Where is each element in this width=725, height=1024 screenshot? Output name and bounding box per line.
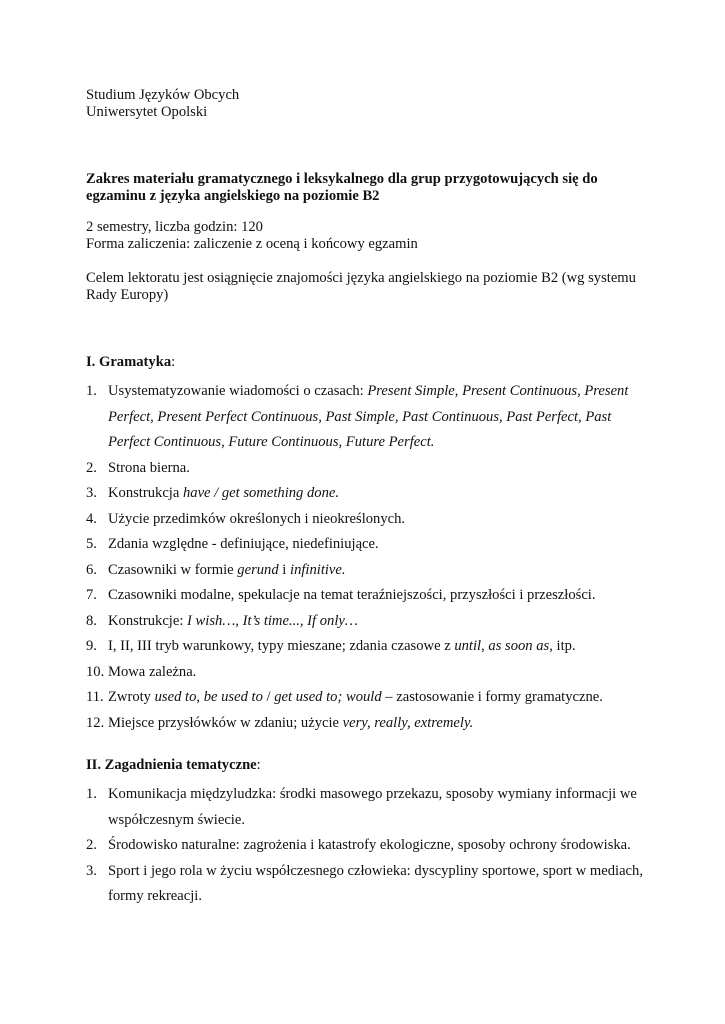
grammar-list [86, 379, 646, 736]
item-number: 12. [86, 714, 105, 731]
item-italic: Present Simple, Present Continuous, Present Perfect, Present Perfect Continuous, Past Simple, Past Continuous, Past Perfect, Past Perfect Continuous, Future Continuous, Future Perfect. [108, 383, 629, 450]
item-text: I, II, III tryb warunkowy, typy mieszane; zdania czasowe z [108, 638, 455, 654]
item-text: Mowa zależna. [108, 663, 197, 680]
item-text: Konstrukcja [108, 485, 183, 501]
topics-list [86, 782, 646, 910]
item-text: Czasowniki modalne, spekulacje na temat teraźniejszości, przyszłości i przeszłości. [108, 587, 596, 603]
item-text: Miejsce przysłówków w zdaniu; użycie [108, 714, 343, 731]
item-text: Komunikacja międzyludzka: środki masowego przekazu, sposoby wymiany informacji we współczesnym świecie. [108, 786, 637, 828]
item-italic: infinitive. [290, 561, 346, 578]
institution-name: Studium Języków Obcych [86, 87, 240, 103]
item-number: 3. [86, 485, 97, 501]
list-item [86, 583, 646, 609]
list-item [86, 833, 646, 859]
item-number: 1. [86, 383, 97, 399]
list-item [86, 456, 646, 482]
item-text: i [278, 561, 291, 578]
course-meta [86, 219, 646, 253]
item-text: – zastosowanie i formy gramatyczne. [381, 689, 603, 705]
grammar-section [86, 354, 646, 736]
item-text: , itp. [549, 638, 576, 654]
item-number: 1. [86, 786, 97, 802]
list-item [86, 379, 646, 456]
item-text: Sport i jego rola w życiu współczesnego człowieka: dyscypliny sportowe, sport w mediach, formy rekreacji. [108, 862, 643, 904]
item-number: 2. [86, 459, 97, 476]
institution-header [86, 87, 646, 121]
item-text: / [262, 689, 275, 705]
item-italic: I wish…, It’s time..., If only… [187, 612, 358, 629]
university-name: Uniwersytet Opolski [86, 104, 208, 120]
list-item [86, 782, 646, 833]
item-italic: as soon as [488, 638, 550, 654]
list-item [86, 634, 646, 660]
item-number: 5. [86, 536, 97, 552]
item-text: Usystematyzowanie wiadomości o czasach: [108, 383, 368, 399]
grammar-heading: I. Gramatyka: [86, 354, 176, 370]
list-item [86, 711, 646, 737]
item-italic: have / get something done. [182, 485, 340, 501]
item-italic: very, really, extremely. [342, 714, 474, 731]
item-italic: until [454, 638, 482, 654]
item-text: Strona bierna. [108, 459, 190, 476]
item-text: , [481, 638, 489, 654]
semesters-hours: 2 semestry, liczba godzin: 120 [86, 219, 263, 235]
item-number: 7. [86, 587, 97, 603]
item-number: 3. [86, 862, 97, 879]
list-item [86, 532, 646, 558]
list-item [86, 859, 646, 910]
item-number: 10. [86, 663, 105, 680]
list-item [86, 507, 646, 533]
item-number: 6. [86, 561, 97, 578]
list-item [86, 685, 646, 711]
topics-section [86, 757, 646, 910]
grammar-heading-text: I. Gramatyka [86, 354, 172, 370]
list-item [86, 660, 646, 686]
list-item [86, 481, 646, 507]
item-italic: used to [154, 689, 197, 705]
course-goal [86, 270, 646, 304]
document-title [86, 171, 646, 205]
item-italic: gerund [237, 561, 279, 578]
item-text: Konstrukcje: [108, 612, 188, 629]
title-text: Zakres materiału gramatycznego i leksykalnego dla grup przygotowujących się do egzaminu z języka angielskiego na poziomie B2 [86, 171, 598, 204]
list-item [86, 609, 646, 635]
item-text: Zdania względne - definiujące, niedefiniujące. [108, 536, 379, 552]
item-number: 11. [86, 689, 104, 705]
topics-heading: II. Zagadnienia tematyczne: [86, 757, 261, 773]
topics-heading-text: II. Zagadnienia tematyczne [86, 757, 257, 773]
item-text: Użycie przedimków określonych i nieokreślonych. [108, 510, 406, 527]
goal-text: Celem lektoratu jest osiągnięcie znajomości języka angielskiego na poziomie B2 (wg systemu Rady Europy) [86, 270, 636, 303]
assessment-form: Forma zaliczenia: zaliczenie z oceną i końcowy egzamin [86, 236, 418, 252]
item-text: Zwroty [108, 689, 155, 705]
item-number: 4. [86, 510, 97, 527]
item-text: , [196, 689, 204, 705]
item-italic: get used to; would [274, 689, 382, 705]
item-text: Czasowniki w formie [108, 561, 238, 578]
list-item [86, 558, 646, 584]
item-number: 9. [86, 638, 97, 654]
item-number: 2. [86, 837, 97, 853]
item-italic: be used to [203, 689, 263, 705]
item-number: 8. [86, 612, 97, 629]
item-text: Środowisko naturalne: zagrożenia i katastrofy ekologiczne, sposoby ochrony środowiska. [108, 837, 631, 853]
